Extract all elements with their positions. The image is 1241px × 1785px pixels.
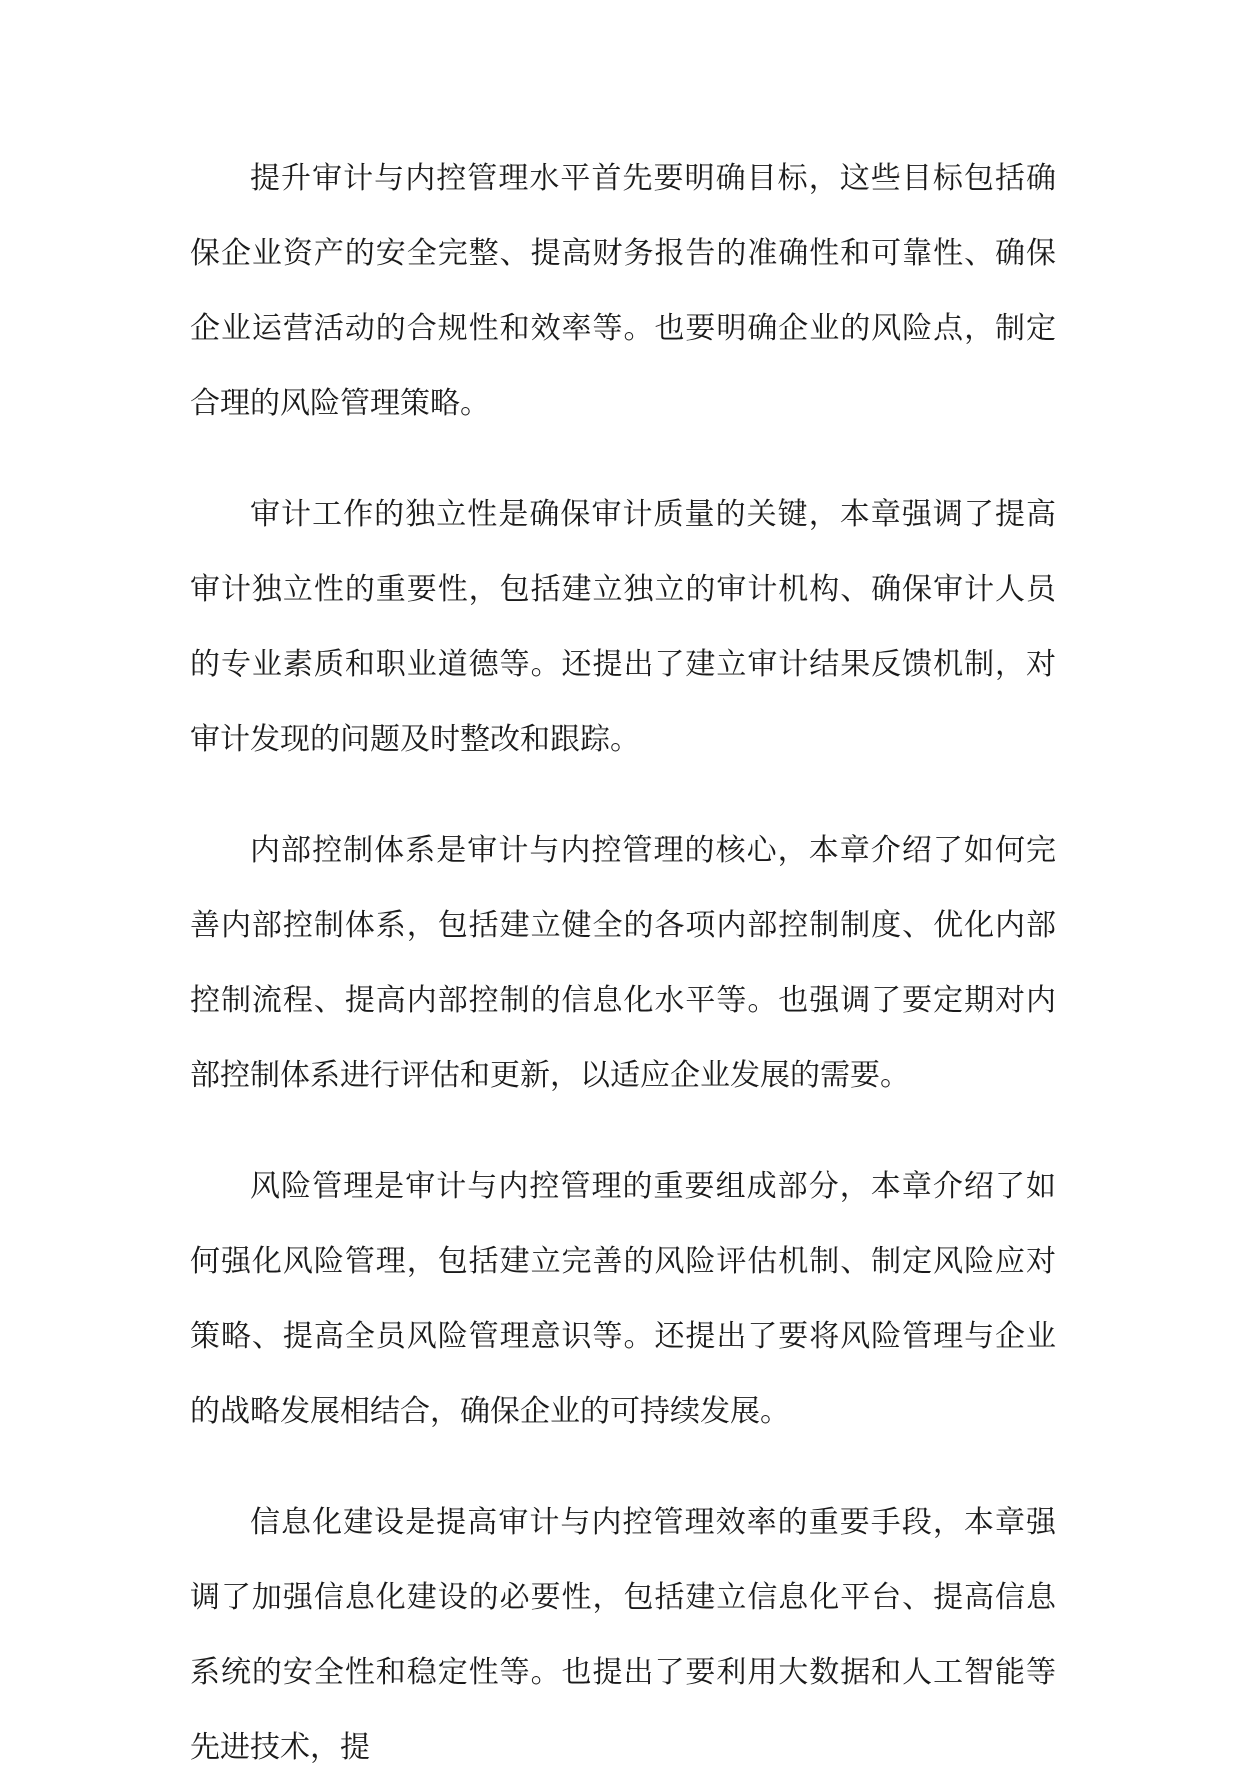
paragraph-risk-management: 风险管理是审计与内控管理的重要组成部分，本章介绍了如何强化风险管理，包括建立完善的风险评估机制、制定风险应对策略、提高全员风险管理意识等。还提出了要将风险管理与企业的战略发展相结合，确保企业的可持续发展。	[190, 1169, 1056, 1429]
paragraph-objectives: 提升审计与内控管理水平首先要明确目标，这些目标包括确保企业资产的安全完整、提高财务报告的准确性和可靠性、确保企业运营活动的合规性和效率等。也要明确企业的风险点，制定合理的风险管理策略。	[190, 161, 1056, 421]
paragraph-informatization: 信息化建设是提高审计与内控管理效率的重要手段，本章强调了加强信息化建设的必要性，包括建立信息化平台、提高信息系统的安全性和稳定性等。也提出了要利用大数据和人工智能等先进技术，提	[190, 1505, 1056, 1765]
paragraph-audit-independence: 审计工作的独立性是确保审计质量的关键，本章强调了提高审计独立性的重要性，包括建立独立的审计机构、确保审计人员的专业素质和职业道德等。还提出了建立审计结果反馈机制，对审计发现的问题及时整改和跟踪。	[190, 497, 1056, 757]
paragraph-internal-control: 内部控制体系是审计与内控管理的核心，本章介绍了如何完善内部控制体系，包括建立健全的各项内部控制制度、优化内部控制流程、提高内部控制的信息化水平等。也强调了要定期对内部控制体系进行评估和更新，以适应企业发展的需要。	[190, 833, 1056, 1093]
document-page	[190, 141, 1056, 1765]
